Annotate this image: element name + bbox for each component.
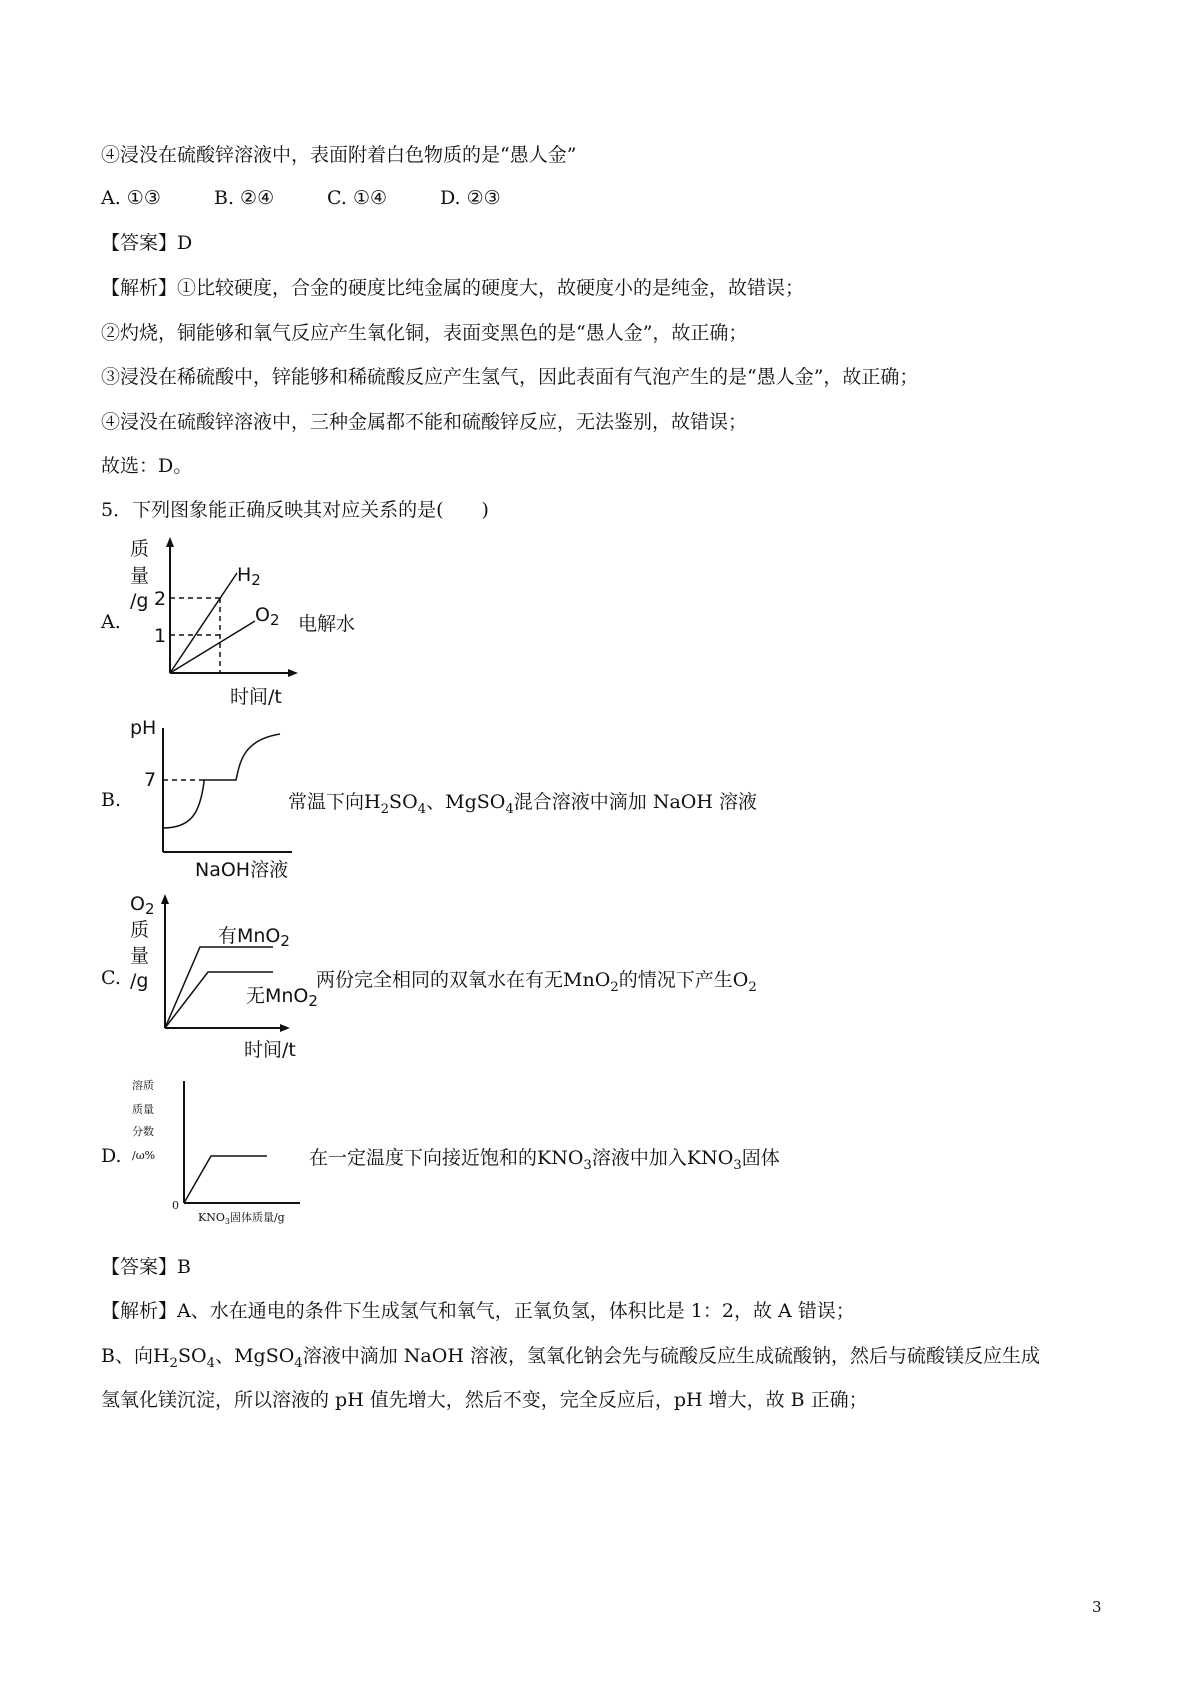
chart-a-ylabel-2: 量: [130, 565, 150, 587]
chart-a-ylabel-3: /g: [130, 590, 149, 612]
chart-a-tick-2: 2: [154, 588, 167, 610]
q4-explanation-3: ③浸没在稀硫酸中，锌能够和稀硫酸反应产生氢气，因此表面有气泡产生的是“愚人金”，故正确；: [101, 366, 919, 388]
q4-explanation-4: ④浸没在硫酸锌溶液中，三种金属都不能和硫酸锌反应，无法鉴别，故错误；: [101, 411, 748, 433]
q4-option-d: D. ②③: [440, 187, 501, 209]
chart-a-h2-label: $H_2$: [237, 564, 261, 589]
q5-stem: 5．下列图象能正确反映其对应关系的是( ): [101, 499, 489, 521]
q5-option-a-letter: A.: [101, 611, 121, 633]
q4-answer: 【答案】D: [101, 232, 193, 254]
chart-a-ylabel-1: 质: [130, 538, 150, 560]
chart-c-without-mno2-label: 无MnO$_2$: [246, 985, 318, 1010]
chart-c-ylabel-1: 质: [130, 919, 150, 941]
chart-c-with-mno2-label: 有MnO$_2$: [218, 925, 290, 950]
chart-a-xlabel: 时间/t: [230, 686, 282, 708]
page-number: 3: [1092, 1598, 1102, 1616]
chart-c-x-arrow: [280, 1024, 290, 1032]
chart-b-tick-7: 7: [144, 769, 157, 791]
chart-a-tick-1: 1: [154, 625, 167, 647]
q5-option-c-desc: 两份完全相同的双氧水在有无MnO$_2$的情况下产生$O_2$: [316, 969, 757, 995]
q4-conclusion: 故选：D。: [101, 455, 193, 477]
q5-explanation-3: 氢氧化镁沉淀，所以溶液的 pH 值先增大，然后不变，完全反应后，pH 增大，故 B 正确；: [101, 1389, 868, 1411]
q5-option-c-letter: C.: [101, 967, 121, 989]
q5-option-d-letter: D.: [101, 1145, 122, 1167]
q4-option-b: B. ②④: [214, 187, 275, 209]
chart-c: [130, 890, 318, 1070]
chart-a-o2-label: $O_2$: [255, 604, 280, 629]
chart-c-xlabel: 时间/t: [244, 1039, 296, 1061]
chart-b-ph-curve: [163, 734, 280, 828]
chart-b-xlabel: NaOH溶液: [195, 859, 289, 881]
q5-option-d-desc: 在一定温度下向接近饱和的$KNO_3$溶液中加入$KNO_3$固体: [309, 1147, 780, 1173]
q4-option-c: C. ①④: [327, 187, 388, 209]
chart-a: [130, 535, 300, 710]
chart-b: [130, 712, 300, 887]
q5-explanation-2: B、向$H_2SO_4$、MgSO$_4$溶液中滴加 NaOH 溶液，氢氧化钠会先与硫酸反应生成硫酸钠，然后与硫酸镁反应生成: [101, 1345, 1040, 1371]
chart-d-ylabel-4: /ω%: [132, 1149, 156, 1162]
q5-explanation-1: 【解析】A、水在通电的条件下生成氢气和氧气，正氧负氢，体积比是 1：2，故 A 错误；: [101, 1300, 855, 1322]
chart-d-origin: 0: [172, 1199, 179, 1212]
chart-a-o2-line: [170, 621, 255, 673]
q5-answer: 【答案】B: [101, 1256, 191, 1278]
q4-explanation-1: 【解析】①比较硬度，合金的硬度比纯金属的硬度大，故硬度小的是纯金，故错误；: [101, 277, 805, 299]
q4-option-a: A. ①③: [101, 187, 161, 209]
chart-c-y-arrow: [161, 894, 169, 904]
q4-item-4: ④浸没在硫酸锌溶液中，表面附着白色物质的是“愚人金”: [101, 144, 577, 166]
chart-d: [132, 1075, 310, 1230]
q5-option-b-letter: B.: [101, 789, 122, 811]
chart-a-h2-line: [170, 573, 237, 673]
chart-d-ylabel-3: 分数: [132, 1125, 154, 1138]
chart-c-ylabel-3: /g: [130, 970, 149, 992]
chart-a-x-arrow: [288, 669, 298, 677]
chart-c-ylabel-o2: $O_2$: [130, 893, 155, 918]
chart-d-line: [184, 1156, 267, 1203]
q5-option-a-desc: 电解水: [298, 613, 356, 635]
chart-c-ylabel-2: 量: [130, 945, 150, 967]
q4-options: [101, 185, 501, 211]
chart-d-ylabel-2: 质量: [132, 1103, 154, 1116]
q5-option-b-desc: 常温下向$H_2SO_4$、MgSO$_4$混合溶液中滴加 NaOH 溶液: [288, 791, 757, 817]
q4-explanation-2: ②灼烧，铜能够和氧气反应产生氧化铜，表面变黑色的是“愚人金”，故正确；: [101, 322, 748, 344]
chart-a-y-arrow: [166, 537, 174, 547]
chart-d-ylabel-1: 溶质: [132, 1079, 154, 1092]
chart-b-ylabel: pH: [130, 717, 157, 739]
chart-d-xlabel: $KNO_3$固体质量/g: [198, 1211, 285, 1226]
